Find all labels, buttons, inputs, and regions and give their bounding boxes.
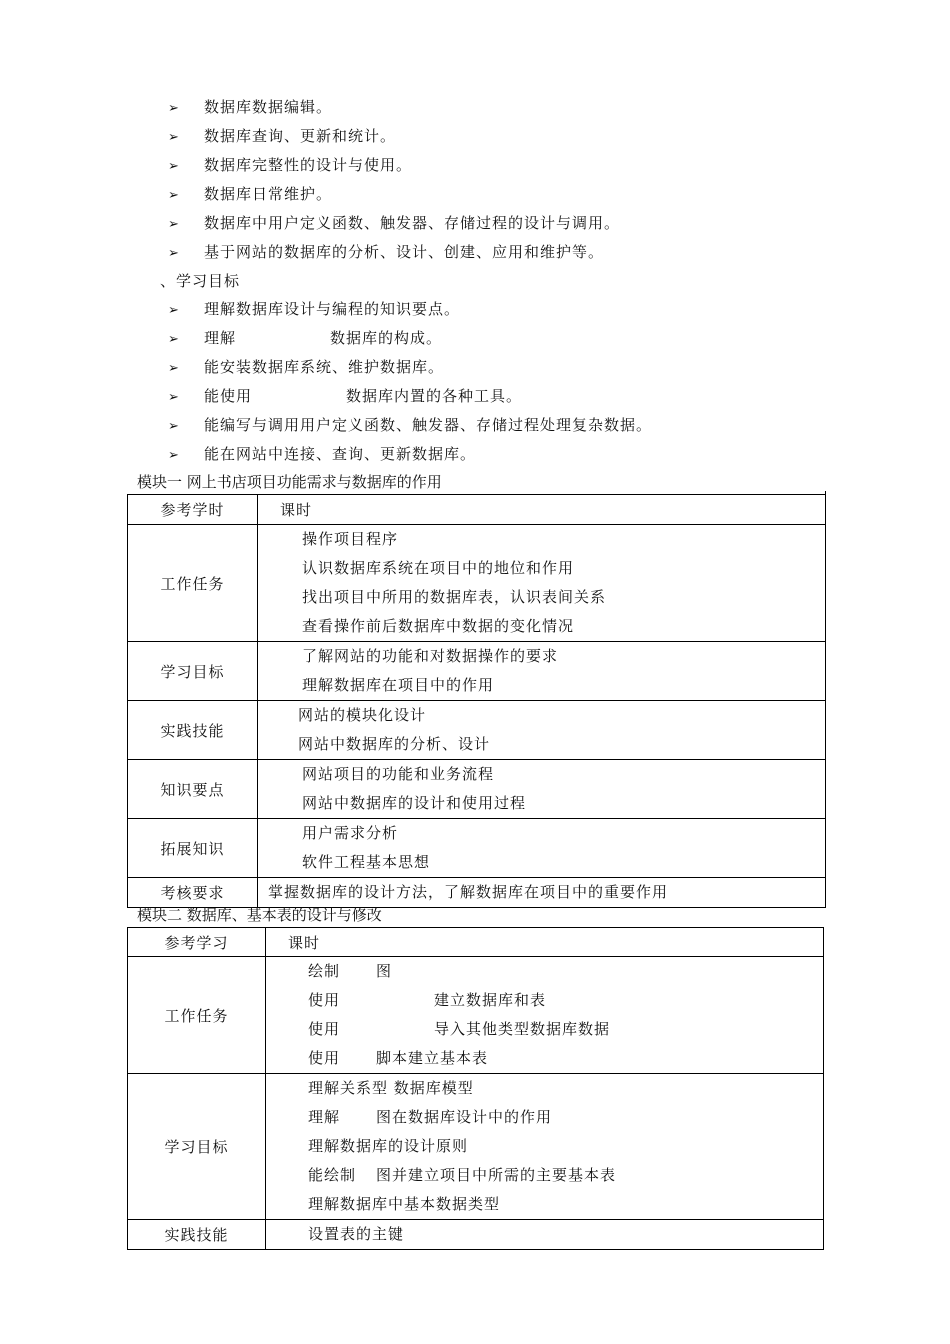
arrow-bullet-icon: ➢: [168, 188, 180, 203]
table-row: [128, 495, 826, 525]
hours-value: 课时: [258, 495, 826, 525]
row-label: 工作任务: [128, 957, 266, 1074]
row-content: 了解网站的功能和对数据操作的要求 理解数据库在项目中的作用: [258, 642, 826, 701]
arrow-bullet-icon: ➢: [168, 332, 180, 347]
arrow-bullet-icon: ➢: [168, 159, 180, 174]
row-content: 掌握数据库的设计方法，了解数据库在项目中的重要作用: [258, 878, 826, 908]
row-content: 用户需求分析 软件工程基本思想: [258, 819, 826, 878]
row-label: 考核要求: [128, 878, 258, 908]
goals-heading: 、学习目标: [160, 272, 241, 290]
row-content: 操作项目程序 认识数据库系统在项目中的地位和作用 找出项目中所用的数据库表，认识表间关系 查看操作前后数据库中数据的变化情况: [258, 525, 826, 642]
row-content: 网站项目的功能和业务流程 网站中数据库的设计和使用过程: [258, 760, 826, 819]
bullet-item: ➢ 数据库日常维护。: [168, 183, 332, 205]
row-content: 理解关系型 数据库模型 理解 图在数据库设计中的作用 理解数据库的设计原则 能绘制 图并建立项目中所需的主要基本表 理解数据库中基本数据类型: [266, 1074, 824, 1220]
table-row: [128, 957, 824, 1074]
table-row: [128, 642, 826, 701]
arrow-bullet-icon: ➢: [168, 419, 180, 434]
bullet-item: ➢ 数据库完整性的设计与使用。: [168, 154, 412, 176]
row-label: 学习目标: [128, 642, 258, 701]
table-row: [128, 525, 826, 642]
module2-title: 模块二 数据库、基本表的设计与修改: [137, 906, 382, 924]
table-row: [128, 878, 826, 908]
arrow-bullet-icon: ➢: [168, 246, 180, 261]
table-row: [128, 1220, 824, 1250]
row-content: 绘制 图 使用 建立数据库和表 使用 导入其他类型数据库数据 使用 脚本建立基本表: [266, 957, 824, 1074]
row-label: 实践技能: [128, 1220, 266, 1250]
row-content: 设置表的主键: [266, 1220, 824, 1250]
hours-value: 课时: [266, 928, 824, 957]
arrow-bullet-icon: ➢: [168, 390, 180, 405]
row-label: 实践技能: [128, 701, 258, 760]
bullet-item: ➢ 能编写与调用用户定义函数、触发器、存储过程处理复杂数据。: [168, 414, 652, 436]
module2-table: [127, 927, 824, 1250]
module1-title: 模块一 网上书店项目功能需求与数据库的作用: [137, 473, 442, 491]
bullet-item: ➢ 数据库中用户定义函数、触发器、存储过程的设计与调用。: [168, 212, 620, 234]
hours-label: 参考学时: [128, 495, 258, 525]
arrow-bullet-icon: ➢: [168, 101, 180, 116]
table-row: [128, 819, 826, 878]
arrow-bullet-icon: ➢: [168, 217, 180, 232]
row-label: 拓展知识: [128, 819, 258, 878]
row-label: 学习目标: [128, 1074, 266, 1220]
bullet-item: ➢ 能在网站中连接、查询、更新数据库。: [168, 443, 476, 465]
row-label: 工作任务: [128, 525, 258, 642]
bullet-item: ➢ 理解 数据库的构成。: [168, 327, 442, 349]
arrow-bullet-icon: ➢: [168, 303, 180, 318]
bullet-item: ➢ 能使用 数据库内置的各种工具。: [168, 385, 522, 407]
table-row: [128, 928, 824, 957]
bullet-item: ➢ 理解数据库设计与编程的知识要点。: [168, 298, 460, 320]
bullet-item: ➢ 数据库查询、更新和统计。: [168, 125, 396, 147]
row-content: 网站的模块化设计 网站中数据库的分析、设计: [258, 701, 826, 760]
table-row: [128, 760, 826, 819]
module1-table: [127, 494, 826, 908]
table-border-line: [825, 491, 826, 902]
arrow-bullet-icon: ➢: [168, 448, 180, 463]
arrow-bullet-icon: ➢: [168, 361, 180, 376]
table-row: [128, 701, 826, 760]
bullet-item: ➢ 数据库数据编辑。: [168, 96, 332, 118]
table-row: [128, 1074, 824, 1220]
row-label: 知识要点: [128, 760, 258, 819]
bullet-item: ➢ 基于网站的数据库的分析、设计、创建、应用和维护等。: [168, 241, 604, 263]
bullet-item: ➢ 能安装数据库系统、维护数据库。: [168, 356, 444, 378]
hours-label: 参考学习: [128, 928, 266, 957]
arrow-bullet-icon: ➢: [168, 130, 180, 145]
